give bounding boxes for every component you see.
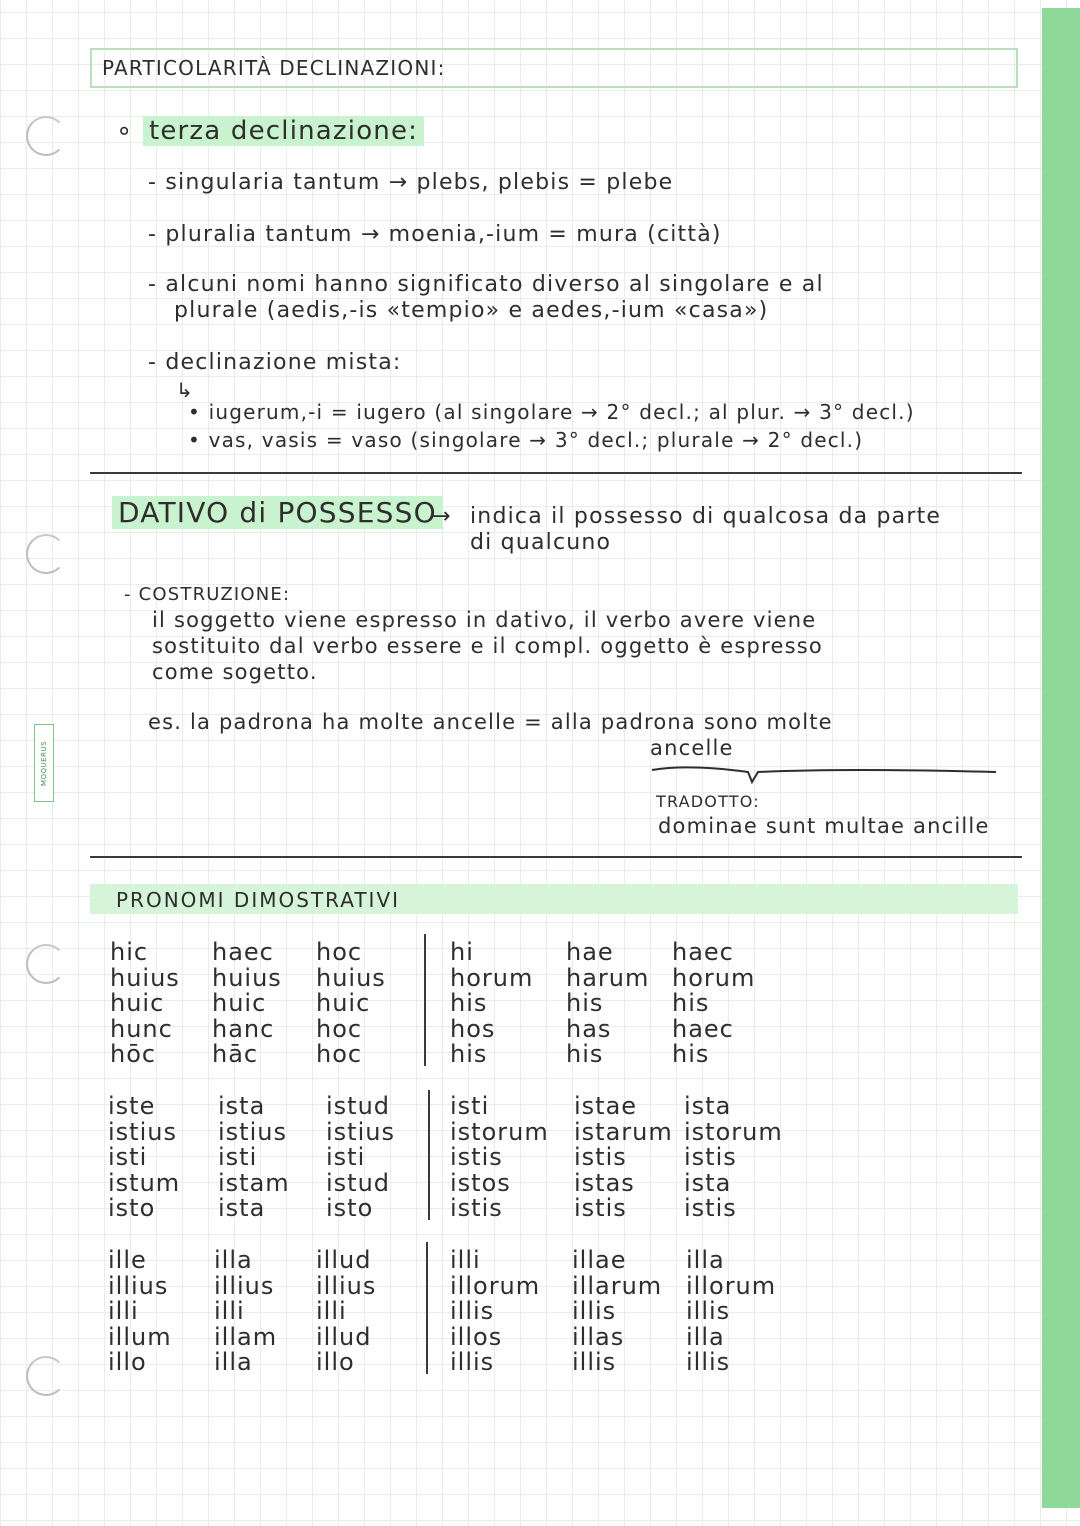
declension-form: istam <box>218 1168 290 1197</box>
declension-form: huius <box>316 963 386 992</box>
iste-neuter-plural <box>684 1094 783 1222</box>
column-divider <box>426 1242 428 1374</box>
declension-form: hāc <box>212 1040 259 1068</box>
section-divider <box>90 856 1022 858</box>
declension-form: istud <box>326 1092 391 1120</box>
declension-form: haec <box>212 938 274 966</box>
dativo-heading-row <box>112 496 443 529</box>
declension-form: hoc <box>316 938 363 966</box>
curly-brace-icon <box>648 760 1000 788</box>
hic-masculine-singular <box>110 940 180 1068</box>
terza-heading-row <box>116 116 424 146</box>
declension-form: illius <box>214 1271 275 1300</box>
down-right-arrow-icon: ↳ <box>176 378 194 402</box>
declension-form: ista <box>218 1194 266 1222</box>
diverso-text-1: alcuni nomi hanno significato diverso al singolare e al <box>165 272 824 297</box>
declension-form: illis <box>686 1348 731 1376</box>
declension-form: illo <box>316 1348 355 1376</box>
column-divider <box>428 1090 430 1220</box>
declension-form: isti <box>326 1143 366 1171</box>
pluralia-text: pluralia tantum → moenia,-ium = mura (città) <box>165 222 722 247</box>
declension-form: illam <box>214 1322 278 1351</box>
costruzione-text-1: il soggetto viene espresso in dativo, il verbo avere viene <box>152 608 817 632</box>
declension-form: istis <box>450 1143 503 1171</box>
declension-form: huic <box>110 989 165 1017</box>
green-margin-strip <box>1042 8 1080 1508</box>
iugerum-text: iugerum,-i = iugero (al singolare → 2° decl.; al plur. → 3° decl.) <box>208 400 915 424</box>
declension-form: his <box>566 989 604 1017</box>
ille-masculine-singular <box>108 1248 172 1376</box>
terza-heading: terza declinazione: <box>143 116 424 146</box>
declension-form: his <box>566 1040 604 1068</box>
dash-icon: - <box>148 170 166 195</box>
declension-form: illi <box>450 1246 481 1274</box>
declension-form: istae <box>574 1092 638 1120</box>
declension-form: isto <box>326 1194 374 1222</box>
page-title: PARTICOLARITÀ DECLINAZIONI: <box>102 56 446 80</box>
declension-form: istis <box>684 1143 737 1171</box>
declension-form: illorum <box>686 1271 777 1300</box>
declension-form: istis <box>450 1194 503 1222</box>
declension-form: ista <box>684 1168 732 1197</box>
hic-feminine-plural <box>566 940 649 1068</box>
declension-form: hoc <box>316 1014 363 1043</box>
declension-form: illius <box>316 1271 377 1300</box>
declension-form: istum <box>108 1168 181 1197</box>
dativo-definition-1: indica il possesso di qualcosa da parte <box>470 504 942 529</box>
binder-hole <box>26 116 66 156</box>
dativo-heading: DATIVO di POSSESSO <box>112 496 443 529</box>
declension-form: illud <box>316 1322 372 1351</box>
bullet-dot-icon: • <box>188 428 209 452</box>
declension-form: illis <box>450 1297 495 1325</box>
declension-form: istud <box>326 1168 391 1197</box>
list-item <box>148 350 402 375</box>
declension-form: istorum <box>450 1117 549 1146</box>
declension-form: huic <box>316 989 371 1017</box>
list-item <box>188 428 863 452</box>
iste-masculine-plural <box>450 1094 549 1222</box>
declension-form: illis <box>686 1297 731 1325</box>
declension-form: illas <box>572 1322 625 1351</box>
declension-form: istis <box>574 1194 627 1222</box>
esempio-text-1: es. la padrona ha molte ancelle = alla padrona sono molte <box>148 710 833 734</box>
declension-form: istas <box>574 1168 635 1197</box>
dativo-definition-2: di qualcuno <box>470 530 612 555</box>
declension-form: hos <box>450 1014 496 1043</box>
iste-feminine-plural <box>574 1094 673 1222</box>
declension-form: iste <box>108 1092 156 1120</box>
bullet-circle-icon: ∘ <box>116 116 143 146</box>
declension-form: hoc <box>316 1040 363 1068</box>
column-divider <box>424 934 426 1066</box>
mista-text: declinazione mista: <box>165 350 402 375</box>
hic-feminine-singular <box>212 940 282 1068</box>
declension-form: illis <box>572 1348 617 1376</box>
costruzione-text-2: sostituito dal verbo essere e il compl. oggetto è espresso <box>152 634 823 658</box>
declension-form: illos <box>450 1322 503 1351</box>
declension-form: haec <box>672 938 734 966</box>
binder-hole <box>26 534 66 574</box>
declension-form: ille <box>108 1246 147 1274</box>
hic-neuter-singular <box>316 940 386 1068</box>
declension-form: huic <box>212 989 267 1017</box>
dash-icon: - <box>148 222 166 247</box>
tradotto-label: TRADOTTO: <box>656 792 760 811</box>
declension-form: hōc <box>110 1040 157 1068</box>
declension-form: horum <box>672 963 756 992</box>
declension-form: his <box>450 1040 488 1068</box>
declension-form: hunc <box>110 1014 173 1043</box>
declension-form: illi <box>108 1297 139 1325</box>
bullet-dot-icon: • <box>188 400 209 424</box>
declension-form: istius <box>326 1117 395 1146</box>
ille-neuter-plural <box>686 1248 776 1376</box>
declension-form: istarum <box>574 1117 673 1146</box>
singularia-text: singularia tantum → plebs, plebis = plebe <box>165 170 674 195</box>
declension-form: illa <box>686 1246 725 1274</box>
list-item <box>188 400 915 424</box>
declension-form: his <box>672 1040 710 1068</box>
declension-form: isto <box>108 1194 156 1222</box>
esempio-text-2: ancelle <box>650 736 734 760</box>
declension-form: illae <box>572 1246 627 1274</box>
binder-hole <box>26 1356 66 1396</box>
declension-form: horum <box>450 963 534 992</box>
ille-neuter-singular <box>316 1248 376 1376</box>
declension-form: illarum <box>572 1271 663 1300</box>
declension-form: huius <box>212 963 282 992</box>
declension-form: illum <box>108 1322 172 1351</box>
declension-form: illis <box>450 1348 495 1376</box>
declension-form: istis <box>684 1194 737 1222</box>
declension-form: isti <box>450 1092 490 1120</box>
ille-masculine-plural <box>450 1248 540 1376</box>
declension-form: hanc <box>212 1014 275 1043</box>
declension-form: istius <box>108 1117 177 1146</box>
declension-form: illa <box>214 1348 253 1376</box>
hic-masculine-plural <box>450 940 533 1068</box>
section-divider <box>90 472 1022 474</box>
declension-form: illis <box>572 1297 617 1325</box>
costruzione-label: COSTRUZIONE: <box>138 584 291 605</box>
iste-neuter-singular <box>326 1094 395 1222</box>
pronomi-heading: PRONOMI DIMOSTRATIVI <box>116 888 401 912</box>
iste-masculine-singular <box>108 1094 180 1222</box>
diverso-text-2: plurale (aedis,-is «tempio» e aedes,-ium «casa») <box>174 298 769 323</box>
dash-icon: - <box>148 272 166 297</box>
declension-form: ista <box>218 1092 266 1120</box>
declension-form: has <box>566 1014 612 1043</box>
right-arrow-icon: → <box>432 504 452 529</box>
declension-form: hi <box>450 938 474 966</box>
costruzione-text-3: come sogetto. <box>152 660 318 684</box>
list-item <box>148 170 673 195</box>
ille-feminine-plural <box>572 1248 662 1376</box>
declension-form: harum <box>566 963 650 992</box>
paper-brand-label: MOQUERUS <box>34 724 54 802</box>
binder-hole <box>26 944 66 984</box>
declension-form: his <box>672 989 710 1017</box>
declension-form: illius <box>108 1271 169 1300</box>
declension-form: hae <box>566 938 614 966</box>
ille-feminine-singular <box>214 1248 277 1376</box>
declension-form: isti <box>218 1143 258 1171</box>
declension-form: istorum <box>684 1117 783 1146</box>
declension-form: hic <box>110 938 149 966</box>
list-item <box>148 272 824 297</box>
declension-form: huius <box>110 963 180 992</box>
declension-form: illi <box>316 1297 347 1325</box>
hic-neuter-plural <box>672 940 755 1068</box>
iste-feminine-singular <box>218 1094 290 1222</box>
tradotto-text: dominae sunt multae ancille <box>658 814 990 838</box>
declension-form: illud <box>316 1246 372 1274</box>
list-item <box>148 222 722 247</box>
declension-form: illa <box>214 1246 253 1274</box>
declension-form: istius <box>218 1117 287 1146</box>
declension-form: his <box>450 989 488 1017</box>
declension-form: illi <box>214 1297 245 1325</box>
declension-form: illa <box>686 1322 725 1351</box>
costruzione-row <box>124 584 290 605</box>
declension-form: illo <box>108 1348 147 1376</box>
declension-form: illorum <box>450 1271 541 1300</box>
dash-icon: - <box>124 584 139 605</box>
dash-icon: - <box>148 350 166 375</box>
declension-form: istos <box>450 1168 511 1197</box>
page-title-box <box>90 48 1018 88</box>
vas-text: vas, vasis = vaso (singolare → 3° decl.; plurale → 2° decl.) <box>208 428 864 452</box>
declension-form: istis <box>574 1143 627 1171</box>
declension-form: isti <box>108 1143 148 1171</box>
declension-form: ista <box>684 1092 732 1120</box>
declension-form: haec <box>672 1014 734 1043</box>
